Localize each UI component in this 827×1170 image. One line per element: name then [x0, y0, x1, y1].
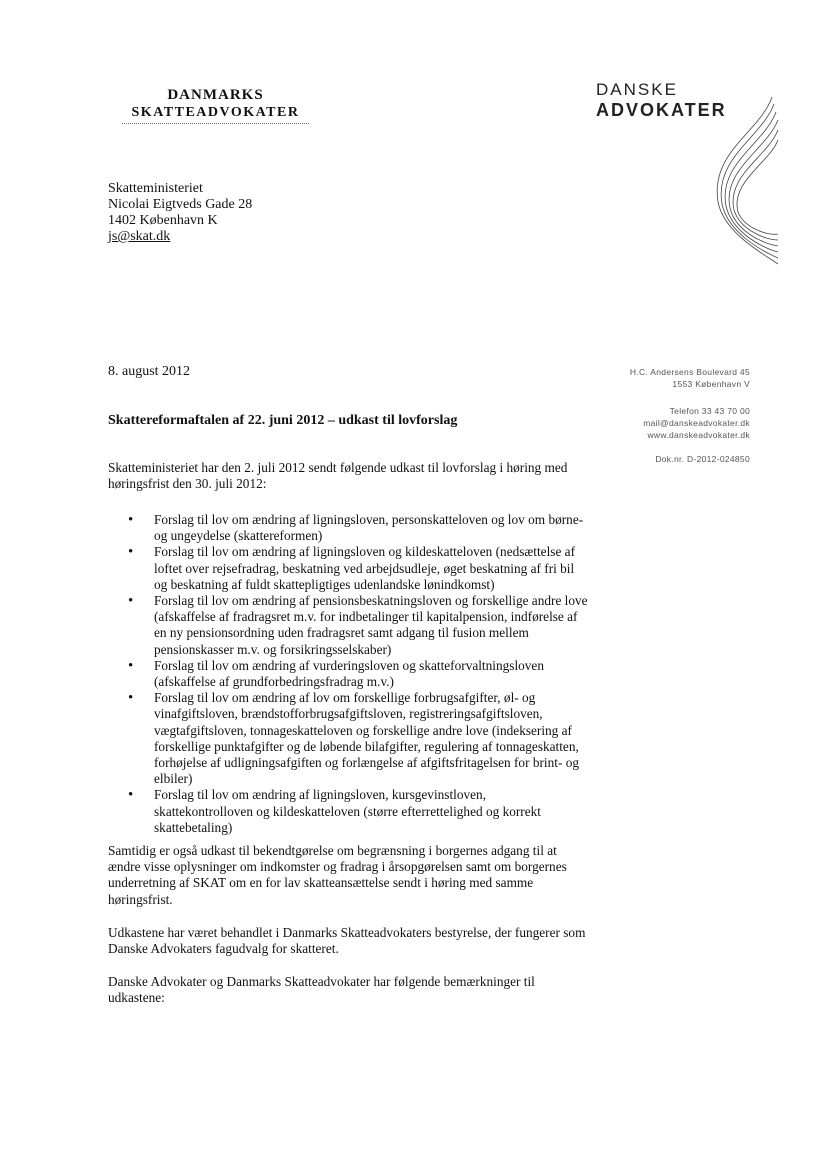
body-paragraph-1: Samtidig er også udkast til bekendtgørelse om begrænsning i borgernes adgang til at ændre visse oplysninger om indkomster og fradrag i årsopgørelsen samt om borgernes underretning af SKAT om en for lav skatteansættelse sendt i høring med samme høringsfrist. [108, 843, 567, 907]
sender-email-link[interactable]: mail@danskeadvokater.dk [643, 418, 750, 428]
list-item: • Forslag til lov om ændring af ligningsloven, kursgevinstloven, skattekontrolloven og kildeskatteloven (større efterrettelighed og korrekt skattebetaling) [128, 787, 588, 836]
logo-left-underline [122, 123, 309, 124]
sender-phone: Telefon 33 43 70 00 [669, 406, 750, 416]
list-item: • Forslag til lov om ændring af ligningsloven, personskatteloven og lov om børne- og ungeydelse (skattereformen) [128, 512, 588, 544]
addressee-email-link[interactable]: js@skat.dk [108, 229, 171, 244]
danmarks-skatteadvokater-logo [108, 86, 323, 124]
logo-right-line1: DANSKE [596, 80, 678, 99]
list-item: • Forslag til lov om ændring af ligningsloven og kildeskatteloven (nedsættelse af loftet over rejsefradrag, beskatning ved arbejdsudleje, øget beskatning af fri bil og beskatning af fuldt skattepligtiges udenlandske lønindkomst) [128, 544, 588, 593]
document-number: Dok.nr. D-2012-024850 [655, 454, 750, 464]
logo-left-line2: SKATTEADVOKATER [131, 105, 300, 120]
sender-address-line2: 1553 København V [672, 379, 750, 389]
body-paragraph-2: Udkastene har været behandlet i Danmarks Skatteadvokaters bestyrelse, der fungerer som Danske Advokaters fagudvalg for skatteret. [108, 925, 586, 957]
swoosh-line [737, 140, 778, 234]
body-paragraph-3: Danske Advokater og Danmarks Skatteadvokater har følgende bemærkninger til udkastene: [108, 974, 535, 1006]
addressee-name: Skatteministeriet [108, 181, 203, 196]
swoosh-graphic [700, 92, 780, 267]
logo-left-line1: DANMARKS [167, 87, 264, 103]
addressee-city: 1402 København K [108, 213, 218, 228]
letter-date: 8. august 2012 [108, 364, 191, 379]
swoosh-line [729, 120, 778, 246]
swoosh-line [721, 104, 778, 258]
logo-right-line2: ADVOKATER [596, 100, 727, 120]
swoosh-line [733, 130, 778, 240]
list-item: • Forslag til lov om ændring af vurderingsloven og skatteforvaltningsloven (afskaffelse af grundforbedringsfradrag m.v.) [128, 658, 588, 690]
list-item: • Forslag til lov om ændring af lov om forskellige forbrugsafgifter, øl- og vinafgiftsloven, brændstofforbrugsafgiftsloven, registreringsafgiftsloven, vægtafgiftsloven, tonnageskatteloven og forskellige andre love (indeksering af forskellige punktafgifter og de løbende bilafgifter, regulering af tonnageskatten, forhøjelse af udligningsafgiften og forlængelse af afgiftsfritagelsen for brint- og elbiler) [128, 690, 588, 787]
addressee-street: Nicolai Eigtveds Gade 28 [108, 197, 253, 212]
list-item: • Forslag til lov om ændring af pensionsbeskatningsloven og forskellige andre love (afskaffelse af fradragsret m.v. for indbetalinger til kapitalpension, indførelse af en ny pensionsordning uden fradragsret samt adgang til fusion mellem pensionskasser m.v. og forsikringsselskaber) [128, 593, 588, 658]
letter-subject: Skattereformaftalen af 22. juni 2012 – udkast til lovforslag [108, 413, 458, 428]
addressee-block [108, 181, 252, 245]
sender-address [600, 366, 750, 390]
intro-paragraph: Skatteministeriet har den 2. juli 2012 sendt følgende udkast til lovforslag i høring med høringsfrist den 30. juli 2012: [108, 460, 568, 492]
sender-contact [600, 405, 750, 441]
sender-address-line1: H.C. Andersens Boulevard 45 [629, 367, 750, 377]
sender-web-link[interactable]: www.danskeadvokater.dk [647, 430, 750, 440]
bill-list [128, 512, 588, 836]
